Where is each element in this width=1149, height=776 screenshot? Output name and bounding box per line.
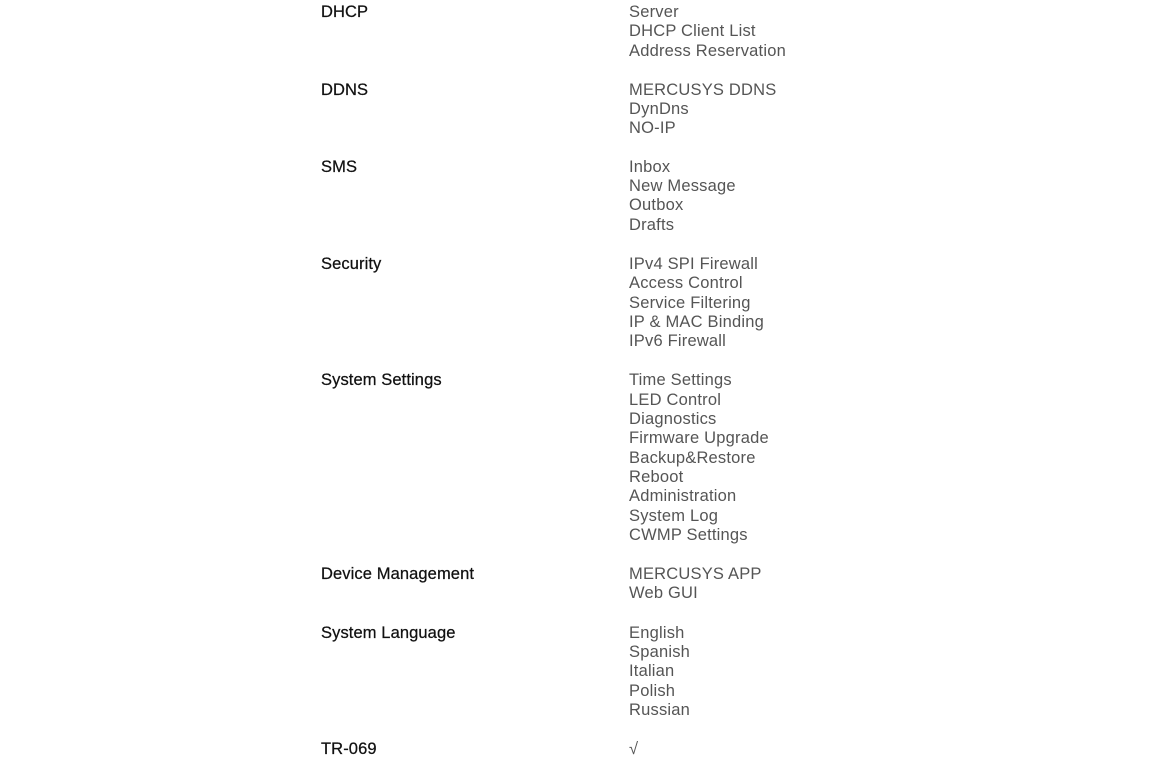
spec-row-device-management [321, 565, 841, 604]
spec-row-security [321, 255, 841, 351]
spec-value: DHCP Client List [629, 22, 756, 41]
spec-label: Device Management [321, 565, 475, 584]
spec-value: Drafts [629, 215, 675, 234]
spec-row-sms [321, 158, 841, 235]
spec-row-dhcp [321, 3, 841, 61]
spec-value: Inbox [629, 157, 671, 176]
spec-value: Spanish [629, 643, 691, 662]
spec-value: Reboot [629, 467, 684, 486]
spec-value: IP & MAC Binding [629, 312, 764, 331]
spec-row-tr-069 [321, 740, 841, 759]
spec-table [321, 3, 841, 760]
spec-value: IPv6 Firewall [629, 332, 727, 351]
spec-value: IPv4 SPI Firewall [629, 254, 759, 273]
spec-value: Polish [629, 681, 676, 700]
spec-value: CWMP Settings [629, 525, 748, 544]
spec-values [629, 371, 841, 545]
spec-value: Diagnostics [629, 410, 717, 429]
spec-values [629, 565, 841, 604]
spec-value: Server [629, 3, 679, 21]
spec-values [629, 740, 841, 759]
spec-value: Russian [629, 700, 691, 719]
spec-row-ddns [321, 81, 841, 139]
spec-row-system-settings [321, 371, 841, 545]
spec-value: Backup&Restore [629, 448, 756, 467]
spec-value: Outbox [629, 196, 684, 215]
spec-value: Address Reservation [629, 41, 786, 60]
spec-value: NO-IP [629, 119, 676, 138]
spec-value: Access Control [629, 274, 743, 293]
spec-value: MERCUSYS APP [629, 565, 762, 584]
spec-label: DHCP [321, 3, 369, 21]
spec-value: LED Control [629, 390, 722, 409]
spec-value: Administration [629, 487, 737, 506]
checkmark-icon: √ [629, 740, 639, 759]
spec-values [629, 624, 841, 720]
spec-value: DynDns [629, 100, 689, 119]
spec-value: Time Settings [629, 371, 732, 390]
spec-values [629, 158, 841, 235]
spec-value: Service Filtering [629, 293, 751, 312]
spec-value: Firmware Upgrade [629, 429, 769, 448]
spec-label: Security [321, 254, 382, 273]
spec-label: SMS [321, 157, 358, 176]
spec-values [629, 3, 841, 61]
spec-value: Italian [629, 662, 675, 681]
spec-value: Web GUI [629, 584, 698, 603]
spec-label: DDNS [321, 80, 369, 99]
spec-value: System Log [629, 506, 719, 525]
spec-label: TR-069 [321, 740, 377, 759]
spec-value: New Message [629, 177, 736, 196]
spec-values [629, 81, 841, 139]
spec-value: MERCUSYS DDNS [629, 80, 777, 99]
spec-value: English [629, 623, 685, 642]
spec-values [629, 255, 841, 351]
spec-label: System Language [321, 623, 456, 642]
spec-label: System Settings [321, 371, 442, 390]
spec-row-system-language [321, 624, 841, 720]
